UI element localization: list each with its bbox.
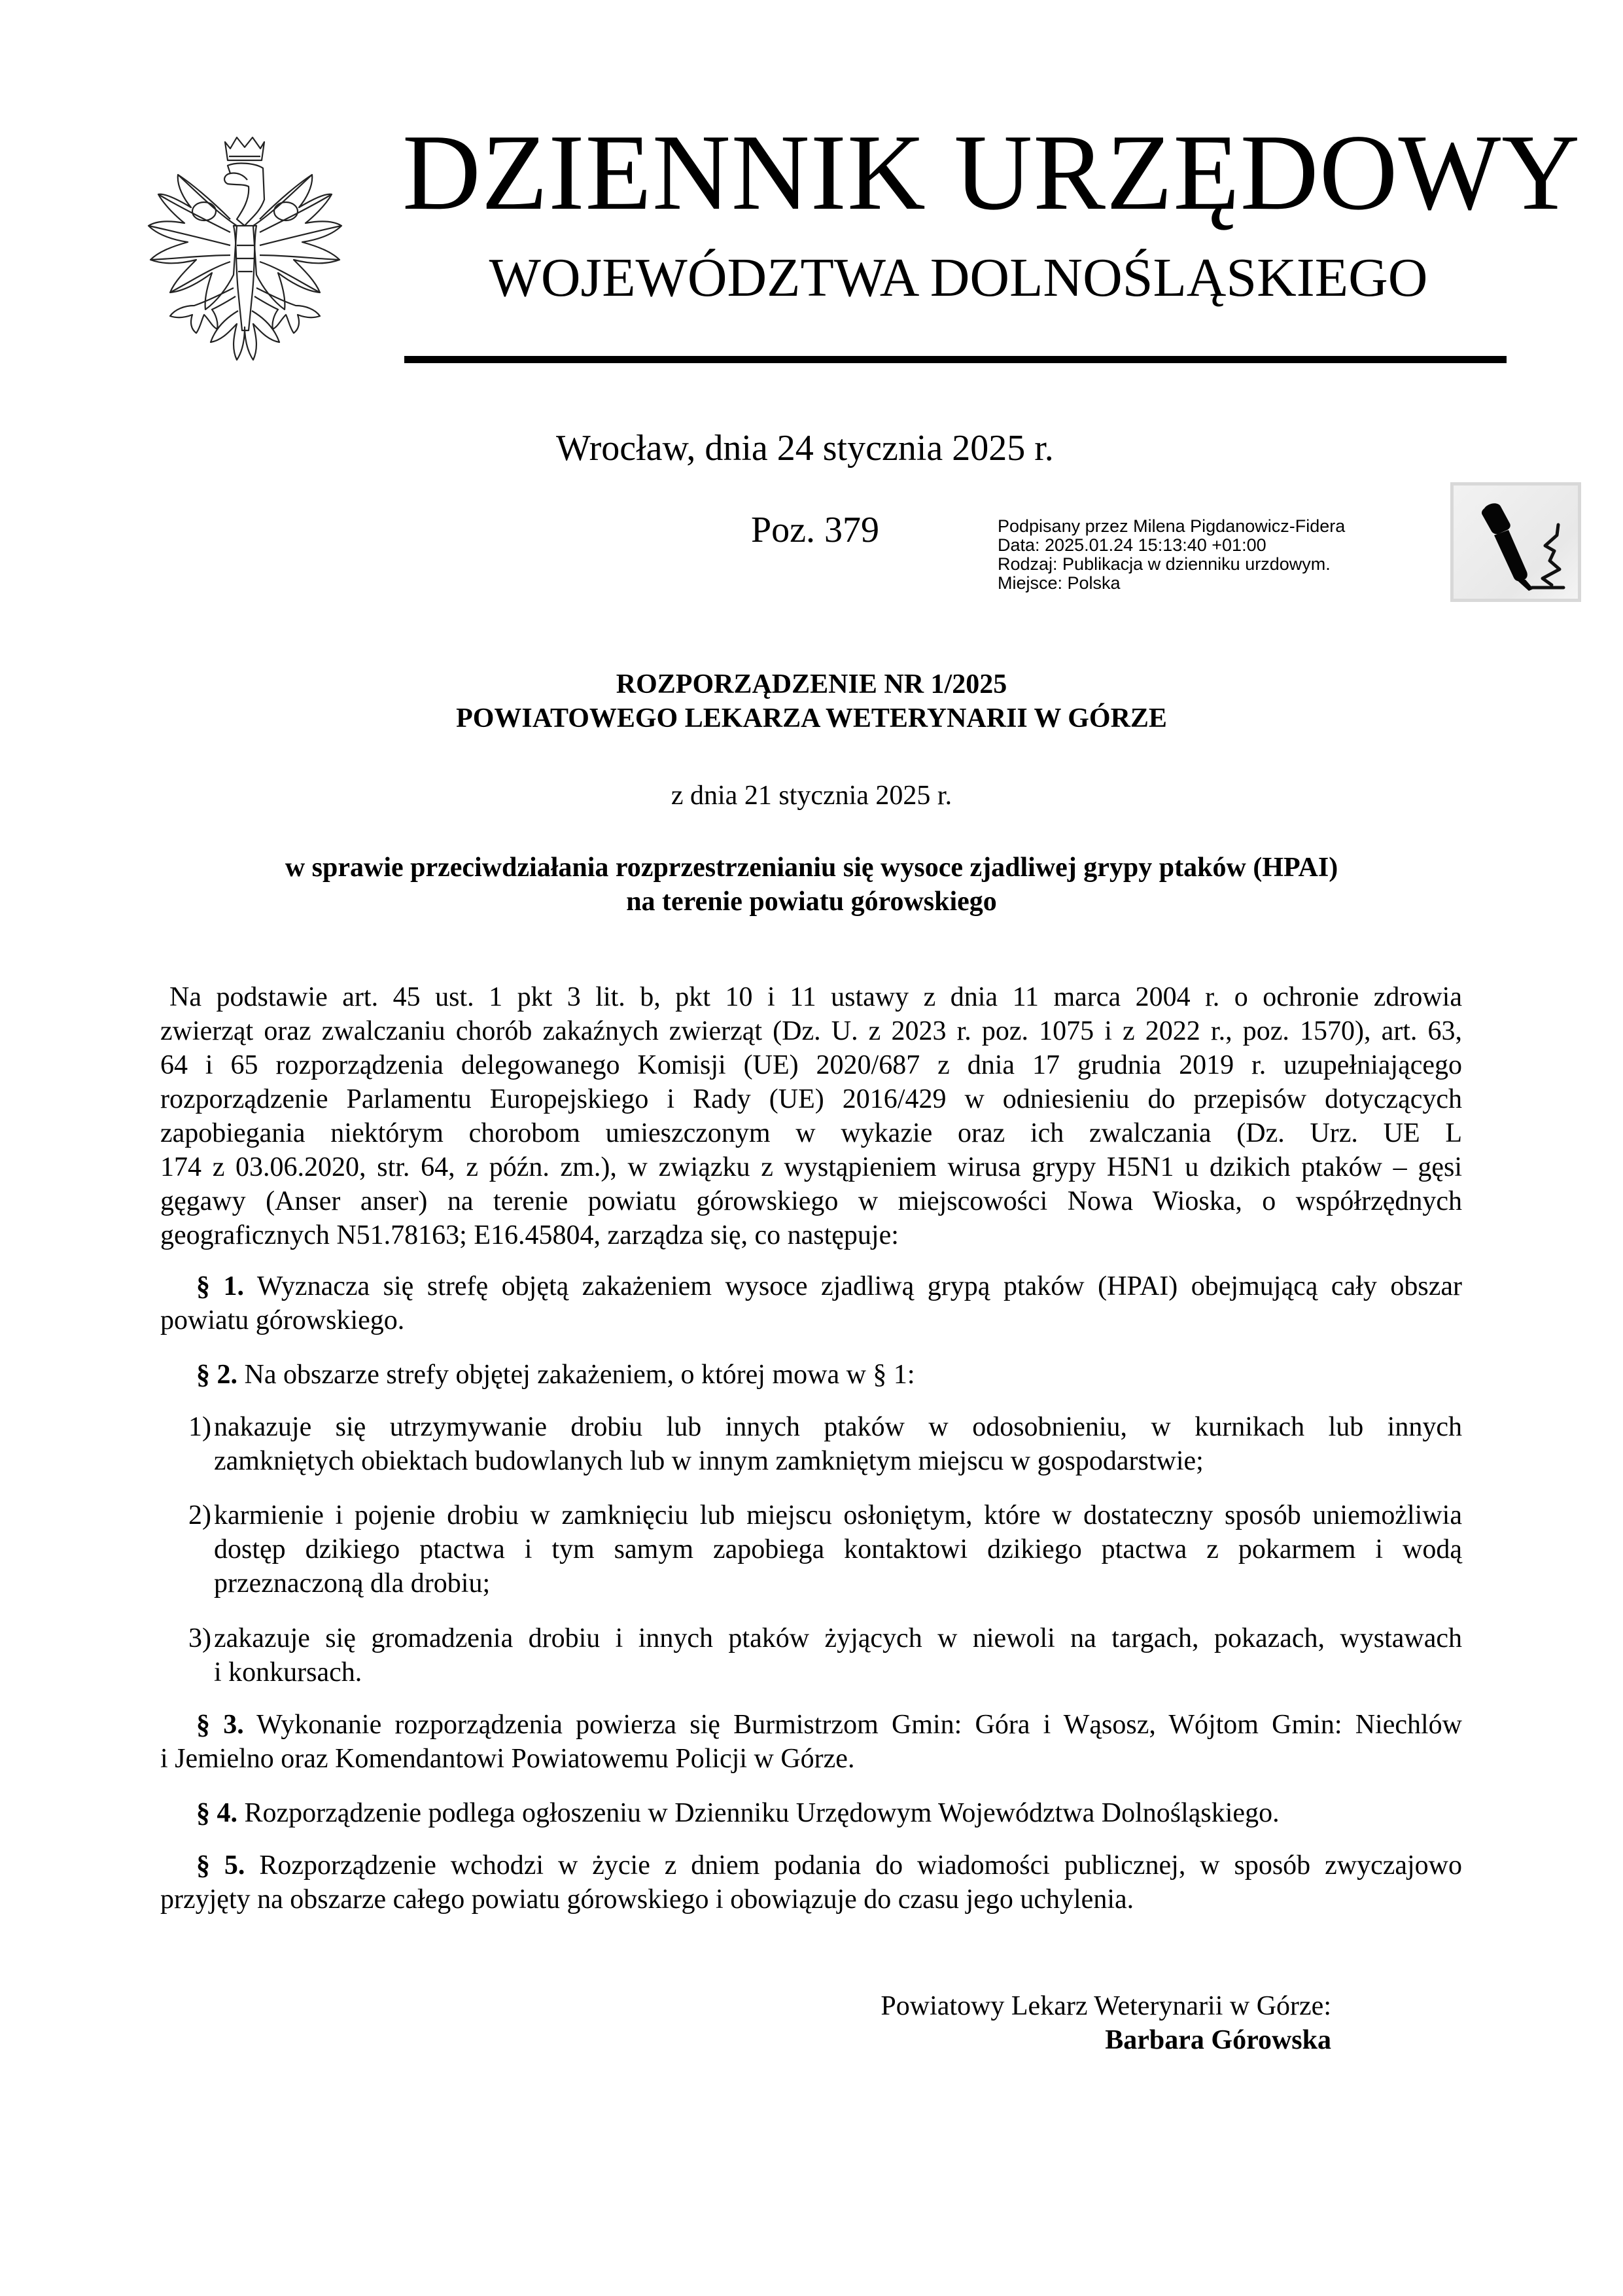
pen-signature-icon — [1454, 590, 1578, 601]
list-item-text: i konkursach. — [214, 1657, 362, 1687]
e-signature-info — [998, 517, 1345, 593]
list-item-text: zakazuje się gromadzenia drobiu i innych ptaków żyjących w niewoli na targach, pokazach, wystawach — [214, 1623, 1462, 1653]
list-item-text: karmienie i pojenie drobiu w zamknięciu lub miejscu osłoniętym, które w dostateczny sposób uniemożliwia — [214, 1500, 1462, 1530]
preamble-line: gęgawy (Anser anser) na terenie powiatu górowskiego w miejscowości Nowa Wioska, o współrzędnych — [160, 1186, 1462, 1216]
preamble-line: zwierząt oraz zwalczaniu chorób zakaźnych zwierząt (Dz. U. z 2023 r. poz. 1075 i z 2022 r., poz. 1570), art. 63, — [160, 1016, 1462, 1046]
journal-title: DZIENNIK URZĘDOWY — [402, 112, 1581, 232]
preamble-line: geograficznych N51.78163; E16.45804, zarządza się, co następuje: — [160, 1220, 899, 1250]
e-signature-badge[interactable] — [1450, 482, 1581, 602]
section-text: przyjęty na obszarze całego powiatu górowskiego i obowiązuje do czasu jego uchylenia. — [160, 1884, 1134, 1915]
section-text: Wykonanie rozporządzenia powierza się Burmistrzom Gmin: Góra i Wąsosz, Wójtom Gmin: Niechlów — [256, 1710, 1462, 1740]
list-item-text: zamkniętych obiektach budowlanych lub w innym zamkniętym miejscu w gospodarstwie; — [214, 1446, 1204, 1476]
section-text: Rozporządzenie podlega ogłoszeniu w Dzienniku Urzędowym Województwa Dolnośląskiego. — [244, 1798, 1280, 1828]
publication-position: Poz. 379 — [751, 510, 879, 550]
e-signature-signer: Podpisany przez Milena Pigdanowicz-Fidera — [998, 516, 1346, 536]
e-signature-type: Rodzaj: Publikacja w dzienniku urzdowym. — [998, 554, 1331, 574]
list-item-number: 3) — [188, 1623, 211, 1653]
preamble — [160, 980, 1462, 1252]
polish-eagle-emblem — [139, 134, 351, 363]
section-text: Na obszarze strefy objętej zakażeniem, o której mowa w § 1: — [244, 1360, 915, 1390]
preamble-line: 64 i 65 rozporządzenia delegowanego Komisji (UE) 2020/687 z dnia 17 grudnia 2019 r. uzupełniającego — [160, 1050, 1462, 1080]
publication-place-date: Wrocław, dnia 24 stycznia 2025 r. — [556, 428, 1054, 468]
section-mark: § 2. — [196, 1360, 237, 1390]
section-mark: § 5. — [196, 1850, 245, 1881]
section-1 — [160, 1269, 1462, 1337]
regulation-subject-line-1: w sprawie przeciwdziałania rozprzestrzenianiu się wysoce zjadliwej grypy ptaków (HPAI) — [285, 853, 1338, 883]
section-text: Rozporządzenie wchodzi w życie z dniem podania do wiadomości publicznej, w sposób zwyczajowo — [259, 1850, 1462, 1881]
regulation-date: z dnia 21 stycznia 2025 r. — [671, 781, 952, 811]
list-item-text: przeznaczoną dla drobiu; — [214, 1568, 491, 1598]
journal-subtitle: WOJEWÓDZTWA DOLNOŚLĄSKIEGO — [489, 247, 1428, 308]
list-item-number: 2) — [188, 1500, 211, 1530]
regulation-title: ROZPORZĄDZENIE NR 1/2025 — [616, 669, 1007, 699]
preamble-line: Na podstawie art. 45 ust. 1 pkt 3 lit. b, pkt 10 i 11 ustawy z dnia 11 marca 2004 r. o ochronie zdrowia — [169, 982, 1462, 1012]
preamble-line: zapobiegania niektórym chorobom umieszczonym w wykazie oraz ich zwalczania (Dz. Urz. UE L — [160, 1118, 1462, 1148]
preamble-line: rozporządzenie Parlamentu Europejskiego i Rady (UE) 2016/429 w odniesieniu do przepisów dotyczących — [160, 1084, 1462, 1114]
preamble-line: 174 z 03.06.2020, str. 64, z późn. zm.), w związku z wystąpieniem wirusa grypy H5N1 u dzikich ptaków – gęsi — [160, 1152, 1462, 1182]
list-item-text: dostęp dzikiego ptactwa i tym samym zapobiega kontaktowi dzikiego ptactwa z pokarmem i wodą — [214, 1534, 1462, 1564]
section-mark: § 1. — [196, 1271, 245, 1301]
list-item — [160, 1410, 1462, 1478]
e-signature-date: Data: 2025.01.24 15:13:40 +01:00 — [998, 535, 1266, 555]
e-signature-place: Miejsce: Polska — [998, 573, 1121, 593]
section-text: Wyznacza się strefę objętą zakażeniem wysoce zjadliwą grypą ptaków (HPAI) obejmującą cały obszar — [256, 1271, 1462, 1301]
list-item — [160, 1498, 1462, 1600]
list-item — [160, 1621, 1462, 1689]
signer-name: Barbara Górowska — [1105, 2025, 1331, 2055]
section-mark: § 3. — [196, 1710, 244, 1740]
list-item-text: nakazuje się utrzymywanie drobiu lub innych ptaków w odosobnieniu, w kurnikach lub innych — [214, 1412, 1462, 1442]
regulation-issuer: POWIATOWEGO LEKARZA WETERYNARII W GÓRZE — [456, 703, 1167, 733]
section-5 — [160, 1848, 1462, 1916]
section-2 — [160, 1358, 1462, 1392]
section-text: i Jemielno oraz Komendantowi Powiatowemu Policji w Górze. — [160, 1744, 855, 1774]
header-divider — [404, 356, 1507, 363]
section-4 — [160, 1796, 1462, 1830]
section-3 — [160, 1708, 1462, 1776]
signer-role: Powiatowy Lekarz Weterynarii w Górze: — [881, 1991, 1331, 2021]
regulation-subject-line-2: na terenie powiatu górowskiego — [626, 887, 997, 917]
section-text: powiatu górowskiego. — [160, 1305, 405, 1335]
list-item-number: 1) — [188, 1412, 211, 1442]
section-mark: § 4. — [196, 1798, 237, 1828]
